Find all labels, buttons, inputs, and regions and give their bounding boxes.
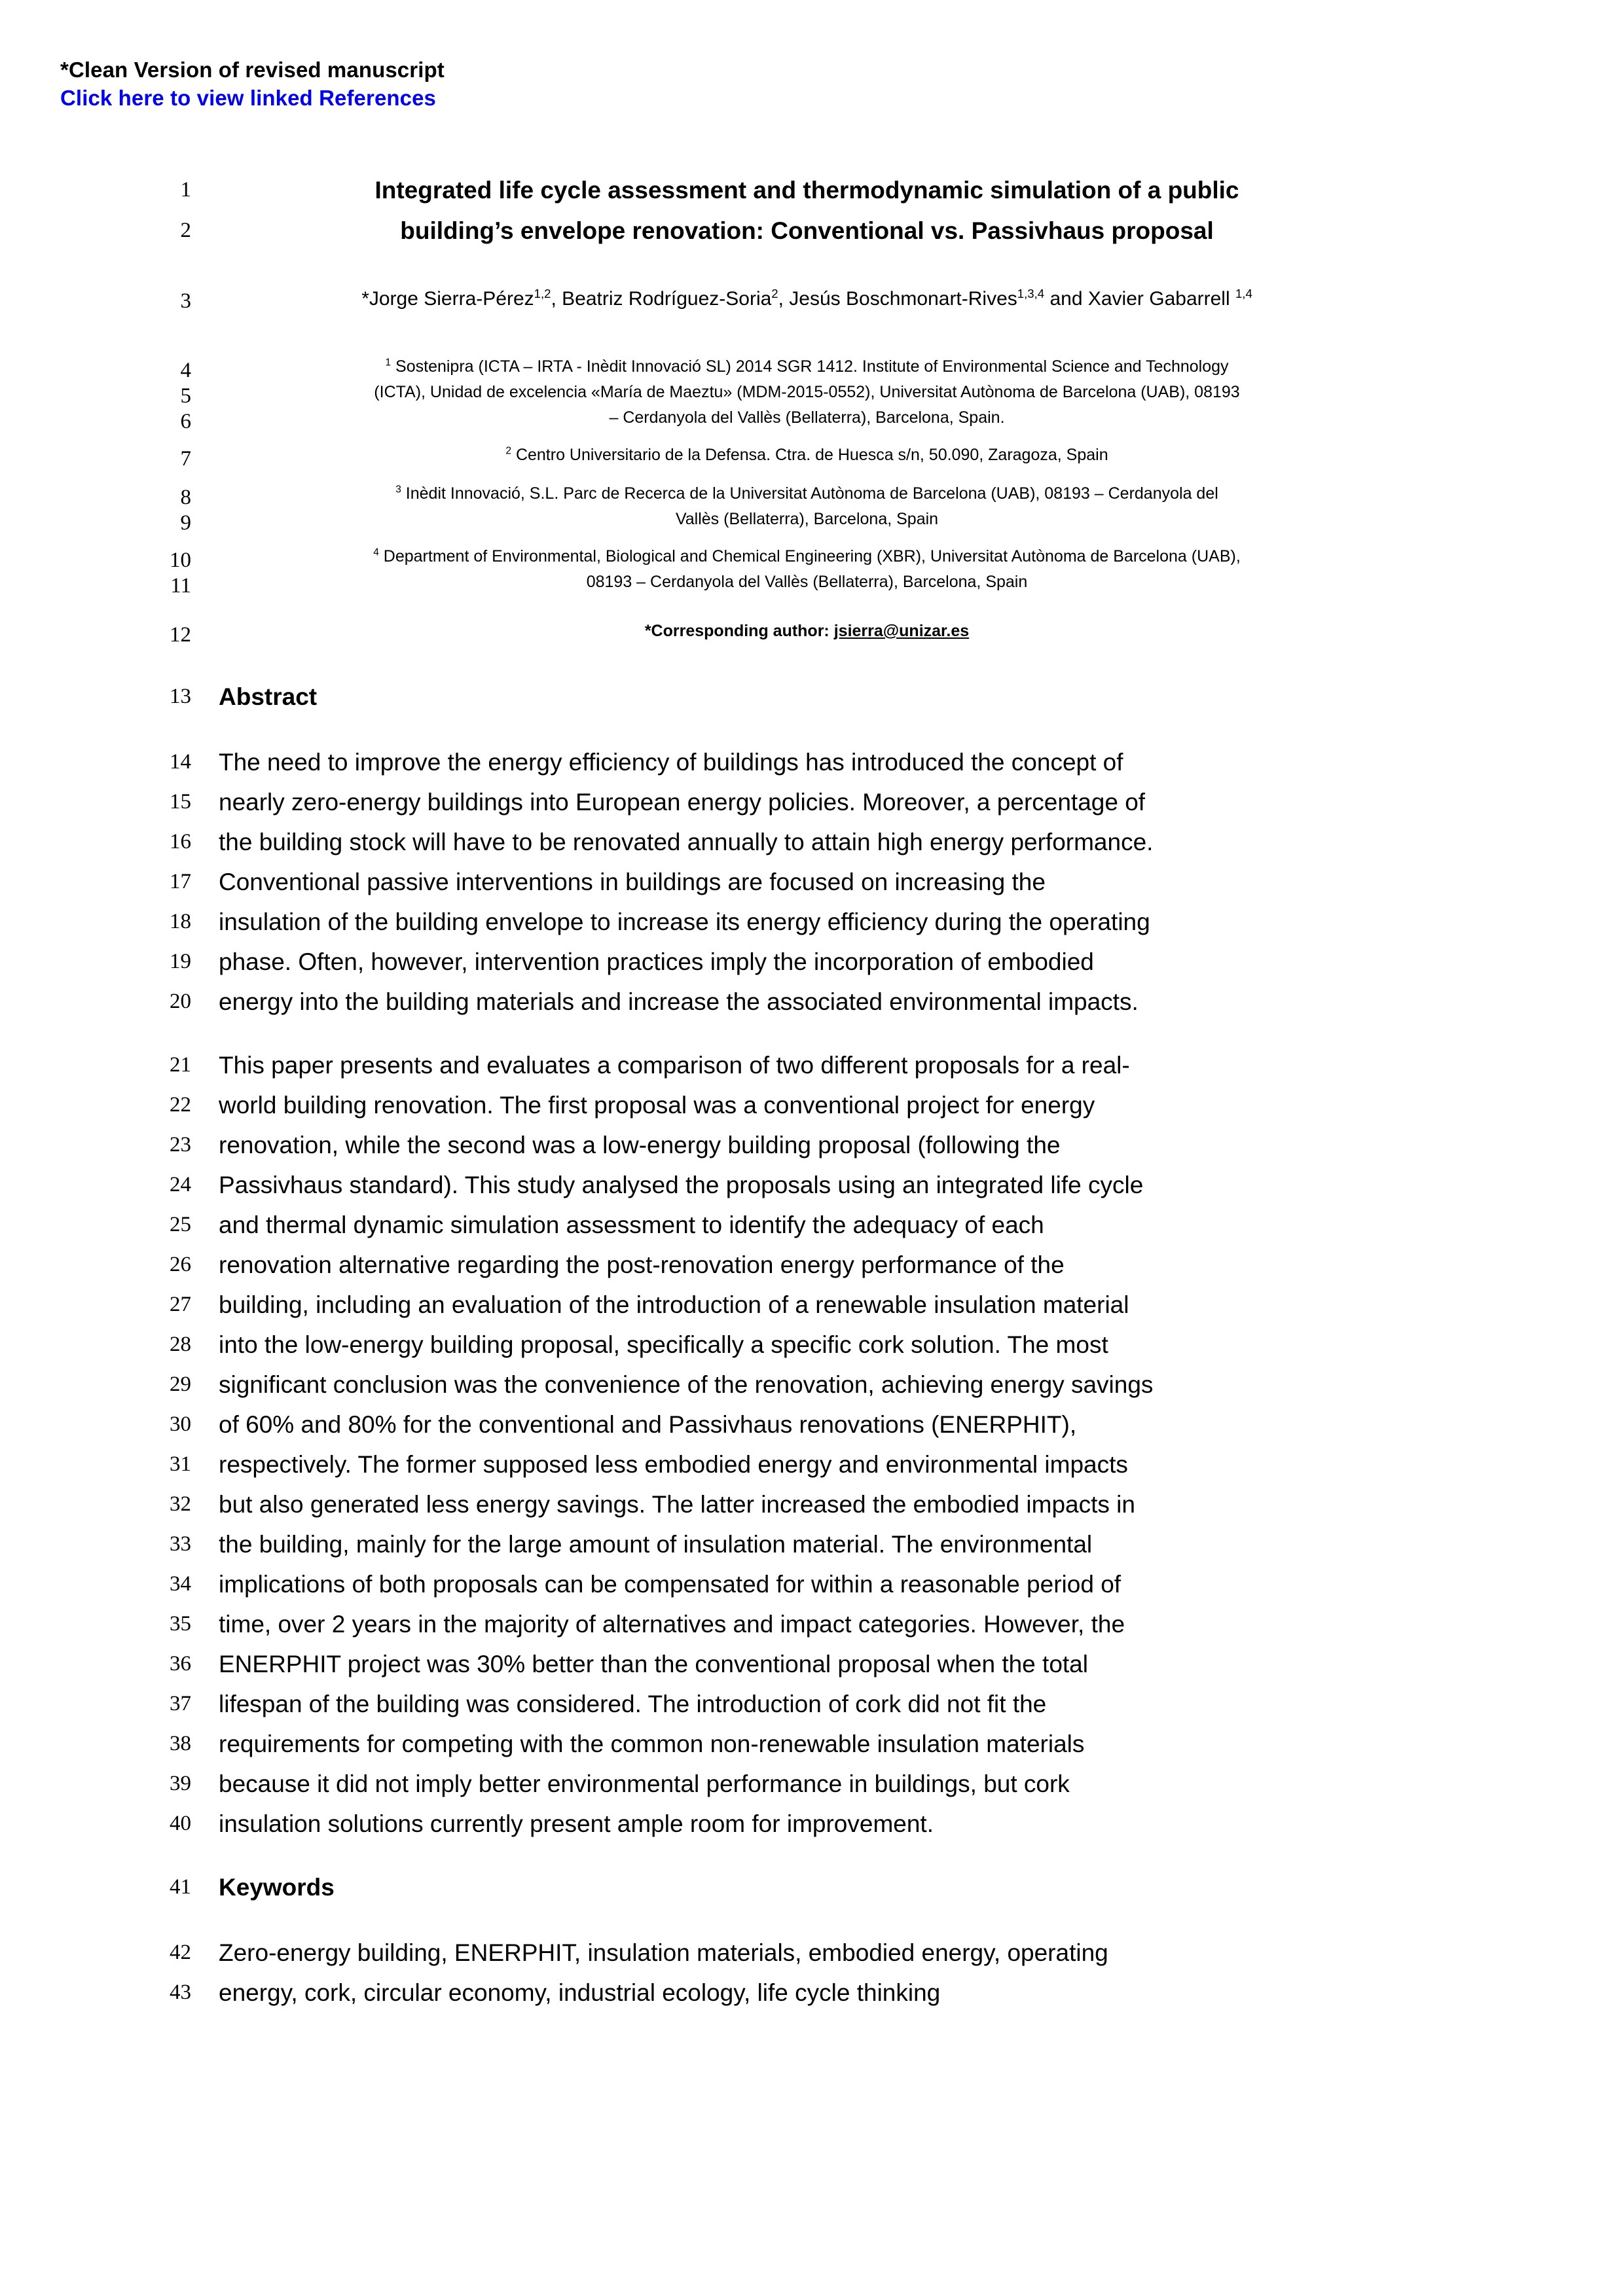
- affiliation-1-line-3: – Cerdanyola del Vallès (Bellaterra), Barcelona, Spain.: [609, 408, 1005, 427]
- line-number: 3: [180, 289, 191, 313]
- spacer: [0, 1852, 1623, 1875]
- numbered-line: [0, 511, 1623, 537]
- line-number: 24: [170, 1173, 191, 1196]
- line-number: 15: [170, 790, 191, 814]
- affiliation-1-line-2: (ICTA), Unidad de excelencia «María de Maeztu» (MDM-2015-0552), Universitat Autònoma de Barcelona (UAB), 08193: [374, 383, 1240, 401]
- line-number: 42: [170, 1941, 191, 1964]
- numbered-line: [0, 574, 1623, 600]
- spacer: [0, 1030, 1623, 1053]
- numbered-line: [0, 1875, 1623, 1941]
- abstract-p2-line: into the low-energy building proposal, specifically a specific cork solution. The most: [219, 1331, 1108, 1358]
- line-number: 37: [170, 1692, 191, 1715]
- abstract-p1-line: Conventional passive interventions in buildings are focused on increasing the: [219, 869, 1046, 895]
- affiliation-2-line-1: [219, 447, 1395, 463]
- abstract-p2-line: world building renovation. The first proposal was a conventional project for energy: [219, 1092, 1095, 1119]
- spacer: [0, 600, 1623, 623]
- abstract-p2-line: and thermal dynamic simulation assessment to identify the adequacy of each: [219, 1211, 1044, 1238]
- author-sep-3: and Xavier Gabarrell: [1044, 288, 1235, 310]
- abstract-heading: Abstract: [219, 683, 318, 710]
- numbered-line: [0, 1293, 1623, 1333]
- keywords-line: energy, cork, circular economy, industrial ecology, life cycle thinking: [219, 1979, 941, 2006]
- abstract-p1-line: nearly zero-energy buildings into European energy policies. Moreover, a percentage of: [219, 789, 1146, 816]
- numbered-line: [0, 1253, 1623, 1293]
- line-number: 43: [170, 1981, 191, 2004]
- abstract-p1-line: energy into the building materials and increase the associated environmental impacts.: [219, 988, 1139, 1015]
- line-number: 18: [170, 910, 191, 933]
- abstract-p2-line: lifespan of the building was considered. The introduction of cork did not fit the: [219, 1691, 1047, 1717]
- numbered-line: [0, 1133, 1623, 1173]
- line-number: 21: [170, 1053, 191, 1077]
- abstract-p2-line: This paper presents and evaluates a comparison of two different proposals for a real-: [219, 1052, 1130, 1079]
- affiliation-1-line-1: [219, 359, 1395, 375]
- abstract-p2-line: renovation alternative regarding the post-renovation energy performance of the: [219, 1251, 1065, 1278]
- numbered-line: [0, 384, 1623, 410]
- line-number: 32: [170, 1492, 191, 1516]
- numbered-line: [0, 1053, 1623, 1093]
- line-number: 12: [170, 623, 191, 647]
- line-number: 28: [170, 1333, 191, 1356]
- affiliation-4-line-2: 08193 – Cerdanyola del Vallès (Bellaterra), Barcelona, Spain: [586, 573, 1028, 591]
- abstract-p2-line: the building, mainly for the large amount of insulation material. The environmental: [219, 1531, 1093, 1558]
- line-number: 31: [170, 1452, 191, 1476]
- numbered-line: [0, 219, 1623, 259]
- numbered-line: [0, 1372, 1623, 1412]
- numbered-line: [0, 447, 1623, 474]
- line-number: 22: [170, 1093, 191, 1117]
- keywords-line: Zero-energy building, ENERPHIT, insulation materials, embodied energy, operating: [219, 1939, 1108, 1966]
- affiliation-4-text-1: Department of Environmental, Biological and Chemical Engineering (XBR), Universitat Autònoma de Barcelona (UAB),: [378, 547, 1241, 565]
- numbered-line: [0, 1532, 1623, 1572]
- line-number: 1: [180, 178, 191, 202]
- abstract-p2-line: Passivhaus standard). This study analysed the proposals using an integrated life cycle: [219, 1172, 1144, 1198]
- corresponding-author-label: *Corresponding author:: [644, 622, 834, 640]
- abstract-p1-line: insulation of the building envelope to increase its energy efficiency during the operating: [219, 908, 1150, 935]
- numbered-line: [0, 1173, 1623, 1213]
- numbered-line: [0, 1093, 1623, 1133]
- abstract-p2-line: insulation solutions currently present ample room for improvement.: [219, 1810, 934, 1837]
- line-number: 35: [170, 1612, 191, 1636]
- line-number: 38: [170, 1732, 191, 1755]
- paper-title-line-1: Integrated life cycle assessment and thermodynamic simulation of a public: [374, 177, 1239, 204]
- manuscript-header-stamp: [60, 56, 445, 113]
- line-number: 16: [170, 830, 191, 853]
- spacer: [0, 259, 1623, 289]
- linked-references-link[interactable]: Click here to view linked References: [60, 85, 437, 110]
- affiliation-4-marker: 4: [373, 547, 379, 558]
- abstract-p2-line: renovation, while the second was a low-energy building proposal (following the: [219, 1132, 1061, 1158]
- line-number: 41: [170, 1875, 191, 1899]
- affiliation-2-marker: 2: [505, 445, 511, 457]
- line-number: 5: [180, 384, 191, 408]
- line-number: 23: [170, 1133, 191, 1157]
- line-number: 20: [170, 990, 191, 1013]
- numbered-line: [0, 289, 1623, 329]
- line-number: 36: [170, 1652, 191, 1676]
- affiliation-4-line-1: [219, 548, 1395, 565]
- author-sep-1: , Beatriz Rodríguez-Soria: [551, 288, 772, 310]
- line-number: 13: [170, 685, 191, 708]
- abstract-p2-line: but also generated less energy savings. The latter increased the embodied impacts in: [219, 1491, 1135, 1518]
- affiliation-3-marker: 3: [395, 484, 401, 495]
- manuscript-body: [0, 178, 1623, 2020]
- numbered-line: [0, 359, 1623, 384]
- author-2-affil-marker: 2: [771, 287, 778, 300]
- line-number: 4: [180, 359, 191, 382]
- affiliation-2-text: Centro Universitario de la Defensa. Ctra. de Huesca s/n, 50.090, Zaragoza, Spain: [511, 446, 1108, 464]
- abstract-p2-line: requirements for competing with the common non-renewable insulation materials: [219, 1731, 1085, 1757]
- abstract-p1-line: phase. Often, however, intervention practices imply the incorporation of embodied: [219, 948, 1094, 975]
- line-number: 34: [170, 1572, 191, 1596]
- numbered-line: [0, 1652, 1623, 1692]
- author-3-affil-marker: 1,3,4: [1017, 287, 1045, 300]
- paper-title-line-2: building’s envelope renovation: Conventional vs. Passivhaus proposal: [400, 217, 1214, 244]
- numbered-line: [0, 623, 1623, 666]
- numbered-line: [0, 410, 1623, 435]
- abstract-p2-line: building, including an evaluation of the introduction of a renewable insulation material: [219, 1291, 1129, 1318]
- numbered-line: [0, 548, 1623, 574]
- line-number: 11: [170, 574, 191, 598]
- numbered-line: [0, 830, 1623, 870]
- line-number: 10: [170, 548, 191, 572]
- line-number: 7: [180, 447, 191, 471]
- spacer: [0, 329, 1623, 359]
- numbered-line: [0, 1492, 1623, 1532]
- numbered-line: [0, 1213, 1623, 1253]
- numbered-line: [0, 1412, 1623, 1452]
- affiliation-1-marker: 1: [385, 357, 392, 368]
- numbered-line: [0, 990, 1623, 1030]
- line-number: 2: [180, 219, 191, 242]
- numbered-line: [0, 1572, 1623, 1612]
- numbered-line: [0, 685, 1623, 750]
- corresponding-author: [219, 623, 1395, 639]
- numbered-line: [0, 910, 1623, 950]
- numbered-line: [0, 1452, 1623, 1492]
- line-number: 25: [170, 1213, 191, 1236]
- spacer: [0, 666, 1623, 685]
- abstract-p2-line: because it did not imply better environmental performance in buildings, but cork: [219, 1770, 1070, 1797]
- numbered-line: [0, 1732, 1623, 1772]
- numbered-line: [0, 178, 1623, 219]
- numbered-line: [0, 1333, 1623, 1372]
- author-sep-2: , Jesús Boschmonart-Rives: [778, 288, 1017, 310]
- numbered-line: [0, 1981, 1623, 2020]
- corresponding-author-email[interactable]: jsierra@unizar.es: [833, 622, 970, 640]
- abstract-p2-line: time, over 2 years in the majority of alternatives and impact categories. However, the: [219, 1611, 1125, 1638]
- line-number: 6: [180, 410, 191, 433]
- affiliation-3-text-1: Inèdit Innovació, S.L. Parc de Recerca de la Universitat Autònoma de Barcelona (UAB), 08193 – Cerdanyola del: [401, 484, 1218, 503]
- abstract-p2-line: significant conclusion was the convenience of the renovation, achieving energy savings: [219, 1371, 1154, 1398]
- keywords-heading: Keywords: [219, 1874, 335, 1901]
- abstract-p2-line: implications of both proposals can be compensated for within a reasonable period of: [219, 1571, 1122, 1598]
- abstract-p1-line: The need to improve the energy efficiency of buildings has introduced the concept of: [219, 749, 1123, 776]
- abstract-p2-line: of 60% and 80% for the conventional and Passivhaus renovations (ENERPHIT),: [219, 1411, 1077, 1438]
- numbered-line: [0, 1812, 1623, 1852]
- numbered-line: [0, 1941, 1623, 1981]
- numbered-line: [0, 1612, 1623, 1652]
- abstract-p1-line: the building stock will have to be renovated annually to attain high energy performance.: [219, 829, 1154, 855]
- line-number: 9: [180, 511, 191, 535]
- author-1-affil-marker: 1,2: [534, 287, 551, 300]
- abstract-p2-line: ENERPHIT project was 30% better than the conventional proposal when the total: [219, 1651, 1088, 1677]
- line-number: 8: [180, 486, 191, 509]
- line-number: 40: [170, 1812, 191, 1835]
- author-4-affil-marker: 1,4: [1235, 287, 1252, 300]
- line-number: 14: [170, 750, 191, 774]
- affiliation-3-line-2: Vallès (Bellaterra), Barcelona, Spain: [675, 510, 939, 528]
- line-number: 19: [170, 950, 191, 973]
- line-number: 29: [170, 1372, 191, 1396]
- line-number: 39: [170, 1772, 191, 1795]
- numbered-line: [0, 950, 1623, 990]
- numbered-line: [0, 750, 1623, 790]
- line-number: 30: [170, 1412, 191, 1436]
- clean-version-label: *Clean Version of revised manuscript: [60, 58, 445, 82]
- numbered-line: [0, 790, 1623, 830]
- line-number: 33: [170, 1532, 191, 1556]
- numbered-line: [0, 486, 1623, 511]
- numbered-line: [0, 870, 1623, 910]
- affiliation-3-line-1: [219, 486, 1395, 502]
- affiliation-1-text-1: Sostenipra (ICTA – IRTA - Inèdit Innovació SL) 2014 SGR 1412. Institute of Environmental Science and Technology: [391, 357, 1229, 376]
- abstract-p2-line: respectively. The former supposed less embodied energy and environmental impacts: [219, 1451, 1128, 1478]
- line-number: 27: [170, 1293, 191, 1316]
- numbered-line: [0, 1692, 1623, 1732]
- line-number: 17: [170, 870, 191, 893]
- author-list: [219, 289, 1395, 309]
- line-number: 26: [170, 1253, 191, 1276]
- numbered-line: [0, 1772, 1623, 1812]
- author-1: *Jorge Sierra-Pérez: [361, 288, 534, 310]
